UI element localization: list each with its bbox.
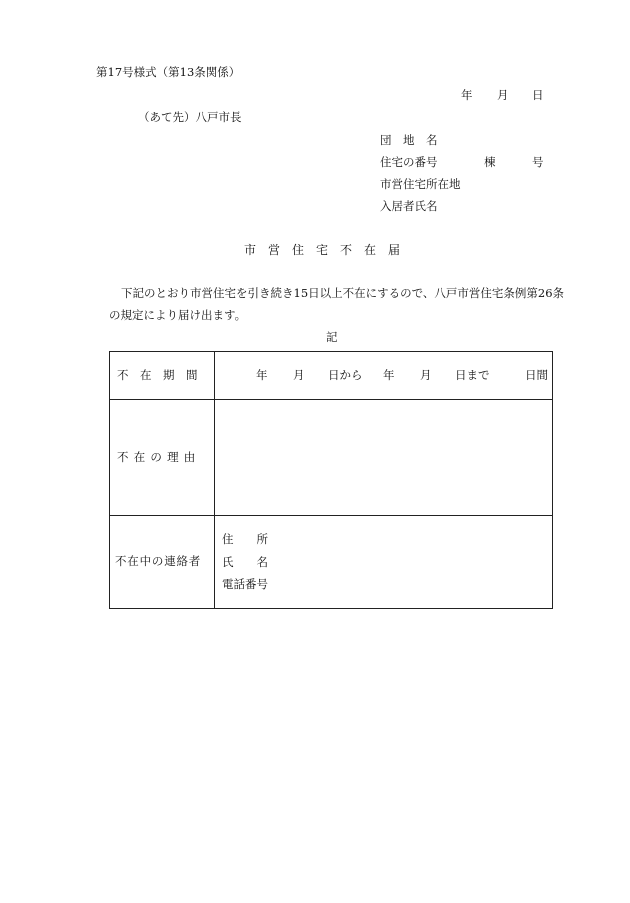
housing-address-label: 市営住宅所在地 [380, 177, 461, 191]
note-mark: 記 [326, 330, 338, 344]
building-label: 棟 [484, 155, 496, 169]
period-label-cell [110, 352, 215, 400]
period-start-year: 年 [256, 368, 268, 382]
date-day-label: 日 [532, 88, 544, 102]
contact-value-cell[interactable] [215, 516, 553, 609]
period-end-day: 日まで [455, 368, 490, 382]
date-year-label: 年 [461, 88, 473, 102]
housing-number-label: 住宅の番号 [380, 155, 438, 169]
contact-name-label: 氏 名 [222, 555, 268, 569]
complex-name-label: 団 地 名 [380, 133, 438, 147]
body-line-1: 下記のとおり市営住宅を引き続き15日以上不在にするので、八戸市営住宅条例第26条 [121, 286, 565, 300]
contact-phone-label: 電話番号 [222, 577, 268, 591]
period-end-month: 月 [420, 368, 432, 382]
form-number: 第17号様式（第13条関係） [96, 65, 241, 79]
period-start-day: 日から [328, 368, 363, 382]
absence-form-table [109, 351, 553, 609]
period-days: 日間 [525, 368, 548, 382]
reason-label: 不在の理由 [117, 450, 201, 464]
contact-label-cell [110, 516, 215, 609]
addressee: （あて先）八戸市長 [138, 110, 242, 124]
period-value-cell[interactable] [215, 352, 553, 400]
period-end-year: 年 [383, 368, 395, 382]
reason-row [110, 400, 553, 516]
period-label: 不 在 期 間 [117, 368, 198, 382]
document-title: 市 営 住 宅 不 在 届 [244, 243, 401, 257]
contact-address-label: 住 所 [222, 532, 268, 546]
period-row [110, 352, 553, 400]
contact-row [110, 516, 553, 609]
reason-value-cell[interactable] [215, 400, 553, 516]
contact-label: 不在中の連絡者 [115, 554, 202, 568]
reason-label-cell [110, 400, 215, 516]
date-month-label: 月 [497, 88, 509, 102]
resident-name-label: 入居者氏名 [380, 199, 438, 213]
unit-label: 号 [532, 155, 544, 169]
period-start-month: 月 [293, 368, 305, 382]
body-line-2: の規定により届け出ます。 [109, 308, 247, 322]
